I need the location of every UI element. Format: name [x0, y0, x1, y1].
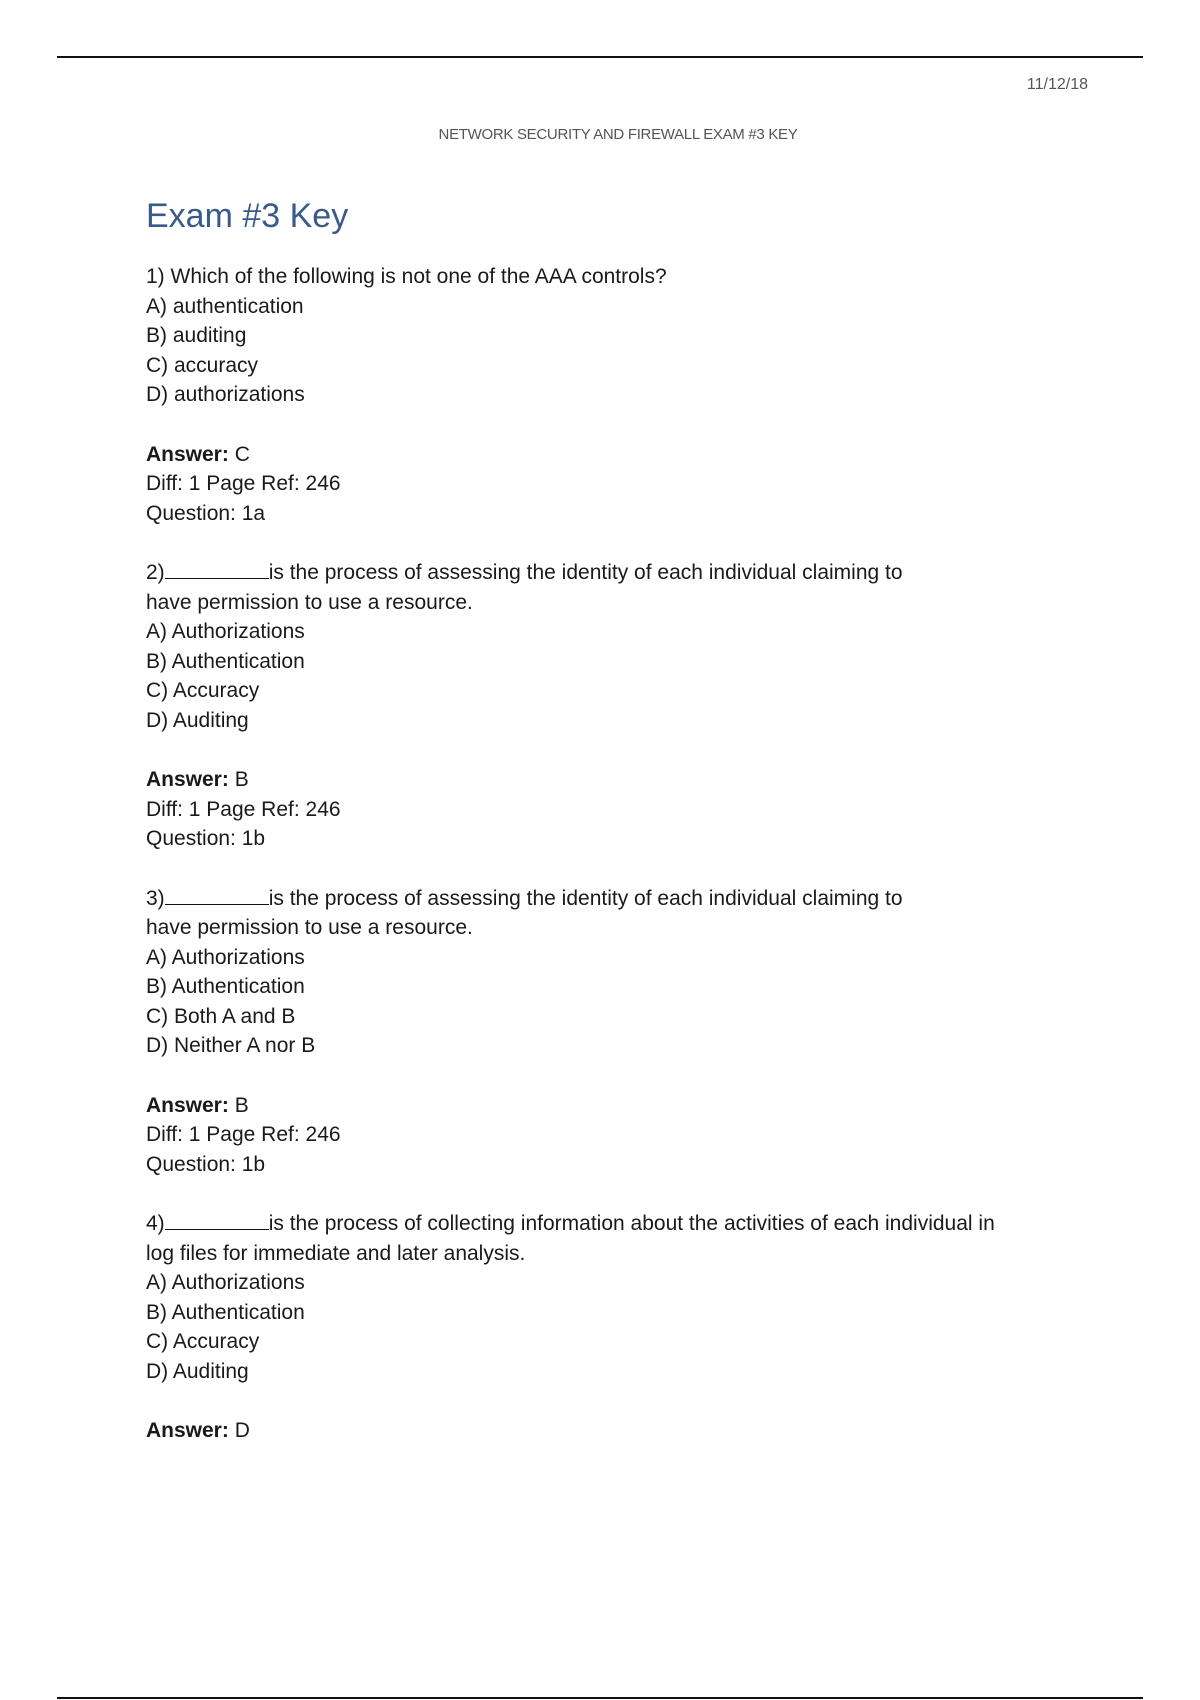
answer-block [146, 440, 1076, 529]
option-b: B) Authentication [146, 1300, 305, 1324]
option-a: A) authentication [146, 294, 304, 318]
answer-value: C [234, 442, 250, 466]
question-text-continued: log files for immediate and later analysis. [146, 1241, 526, 1265]
option-c: C) Accuracy [146, 679, 260, 702]
option-a: A) Authorizations [146, 1271, 305, 1294]
question-4 [146, 1209, 1076, 1446]
question-text-continued: have permission to use a resource. [146, 916, 473, 939]
document-body [146, 194, 1076, 1446]
option-b: B) auditing [146, 324, 247, 347]
question-prompt: is the process of collecting information about the activities of each individual in [268, 1212, 995, 1235]
question-ref: Question: 1b [146, 1152, 266, 1176]
answer-label: Answer: [146, 442, 229, 466]
option-a: A) Authorizations [146, 620, 305, 643]
answer-block [146, 1416, 1076, 1446]
answer-line [146, 765, 1076, 795]
question-text [146, 558, 1076, 588]
answer-value: D [234, 1419, 250, 1442]
option-b: B) Authentication [146, 975, 305, 998]
question-prompt: is the process of assessing the identity of each individual claiming to [268, 561, 903, 584]
question-ref: Question: 1b [146, 827, 266, 850]
diff-line: Diff: 1 Page Ref: 246 [146, 1123, 341, 1146]
fill-in-blank [165, 886, 269, 905]
option-a: A) Authorizations [146, 945, 305, 969]
fill-in-blank [165, 1211, 269, 1230]
question-text-continued: have permission to use a resource. [146, 590, 473, 614]
top-divider [57, 56, 1143, 58]
question-number: 2) [146, 561, 165, 584]
header-title: NETWORK SECURITY AND FIREWALL EXAM #3 KEY [438, 126, 798, 143]
option-b: B) Authentication [146, 649, 305, 673]
question-prompt: Which of the following is not one of the AAA controls? [170, 265, 667, 288]
question-3 [146, 884, 1076, 1180]
document-date: 11/12/18 [1026, 76, 1088, 93]
answer-value: B [234, 1093, 249, 1117]
question-ref: Question: 1a [146, 501, 266, 525]
option-d: D) Auditing [146, 1359, 249, 1383]
answer-line [146, 1091, 1076, 1121]
fill-in-blank [165, 560, 269, 579]
answer-block [146, 765, 1076, 854]
page-title: Exam #3 Key [146, 197, 349, 235]
option-c: C) Both A and B [146, 1004, 296, 1028]
answer-value: B [234, 768, 249, 791]
diff-line: Diff: 1 Page Ref: 246 [146, 797, 341, 821]
question-text [146, 884, 1076, 914]
answer-line [146, 440, 1076, 470]
option-c: C) accuracy [146, 353, 259, 377]
answer-label: Answer: [146, 1093, 229, 1117]
option-c: C) Accuracy [146, 1330, 260, 1353]
option-d: D) authorizations [146, 383, 305, 406]
question-number: 4) [146, 1212, 165, 1235]
diff-line: Diff: 1 Page Ref: 246 [146, 472, 341, 495]
question-2 [146, 558, 1076, 854]
bottom-divider [57, 1697, 1143, 1699]
question-text [146, 1209, 1076, 1239]
answer-block [146, 1091, 1076, 1180]
option-d: D) Neither A nor B [146, 1034, 316, 1057]
answer-line [146, 1416, 1076, 1446]
question-prompt: is the process of assessing the identity of each individual claiming to [268, 886, 903, 910]
answer-label: Answer: [146, 768, 229, 791]
question-text [146, 262, 1076, 292]
answer-label: Answer: [146, 1419, 229, 1442]
question-number: 3) [146, 886, 165, 910]
question-number: 1) [146, 265, 165, 288]
option-d: D) Auditing [146, 708, 249, 732]
question-1 [146, 262, 1076, 528]
